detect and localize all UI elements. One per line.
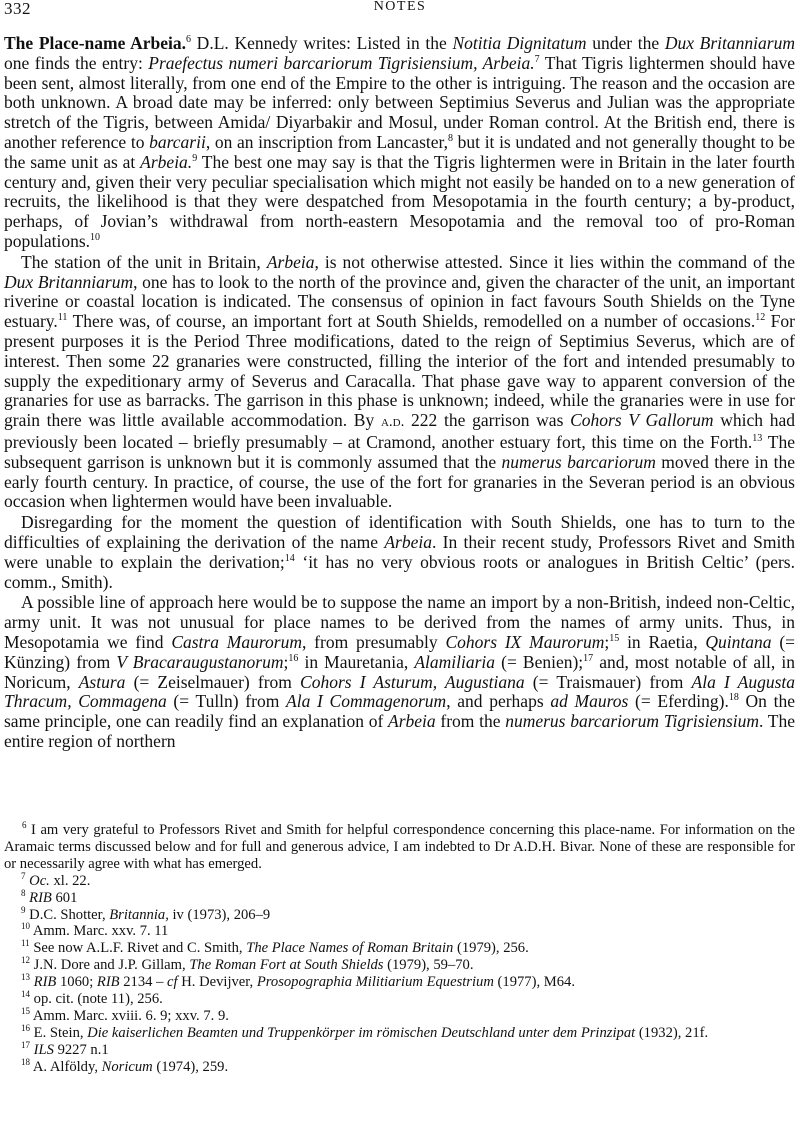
- footnote-9: $^9$ D.C. Shotter, Britannia, iv (1973), 206–9: [21, 904, 271, 923]
- footnote-ref-11[interactable]: 11: [57, 312, 68, 324]
- paragraph-2: The station of the unit in Britain, Arbeia, is not otherwise attested. Since it lies within the command of the Dux Britanniarum, one has to look to the north of the province and, given the character of the unit, an important riverine or coastal location is indicated. The consensus of opinion in fact favours South Shields on the Tyne estuary.$^{11}$ There was, of course, an important fort at South Shields, remodelled on a number of occasions.$^{12}$ For present purposes it is the Period Three modifications, dated to the reign of Septimius Severus, which are of interest. Then some 22 granaries were constructed, filling the interior of the fort and intended presumably to supply the expeditionary army of Severus and Caracalla. That phase gave way to apparent conversion of the granaries for use as barracks. The garrison in this phase is unknown; indeed, while the granaries were in use for grain there was little available accommodation. By a.d. 222 the garrison was Cohors V Gallorum which had previously been located – briefly presumably – at Cramond, another estuary fort, this time on the Forth.$^{13}$ The subsequent garrison is unknown but it is commonly assumed that the numerus barcariorum moved there in the early fourth century. In practice, of course, the use of the fort for granaries in the Severan period is an obvious occasion when lightermen would have been invaluable.: [4, 251, 795, 512]
- footnote-ref-14[interactable]: 14: [284, 552, 295, 564]
- page-number: 332: [4, 0, 31, 18]
- footnote-ref-13[interactable]: 13: [752, 432, 763, 444]
- footnote-12: $^{12}$ J.N. Dore and J.P. Gillam, The Roman Fort at South Shields (1979), 59–70.: [21, 955, 474, 974]
- footnote-18: $^{18}$ A. Alföldy, Noricum (1974), 259.: [21, 1056, 229, 1075]
- footnote-ref-17[interactable]: 17: [583, 652, 594, 664]
- footnote-ref-8[interactable]: 8: [448, 132, 454, 144]
- footnote-11: $^{11}$ See now A.L.F. Rivet and C. Smith, The Place Names of Roman Britain (1979), 256.: [21, 938, 529, 957]
- footnote-ref-10[interactable]: 10: [90, 231, 101, 243]
- footnote-ref-15[interactable]: 15: [609, 632, 620, 644]
- footnote-ref-18[interactable]: 18: [728, 692, 739, 704]
- footnote-6: $^6$ I am very grateful to Professors Rivet and Smith for helpful correspondence concerning this place-name. For information on the Aramaic terms discussed below and for full and generous advice, I am indebted to Dr A.D.H. Bivar. None of these are responsible for or necessarily agree with what has emerged.: [4, 820, 795, 872]
- running-head-title: NOTES: [373, 0, 427, 14]
- section-heading: The Place-name Arbeia.: [4, 33, 186, 53]
- footnote-ref-16[interactable]: 16: [288, 652, 299, 664]
- footnotes: [4, 822, 795, 1076]
- footnote-7: $^7$ Oc. xl. 22.: [21, 870, 91, 889]
- footnote-ref-12[interactable]: 12: [755, 312, 766, 324]
- footnote-ref-6[interactable]: 6: [185, 34, 191, 45]
- footnote-16: $^{16}$ E. Stein, Die kaiserlichen Beamten und Truppenkörper im römischen Deutschland unter dem Prinzipat (1932), 21f.: [21, 1022, 709, 1041]
- paragraph-4: A possible line of approach here would be to suppose the name an import by a non-British, indeed non-Celtic, army unit. It was not unusual for place names to be derived from the names of army units. Thus, in Mesopotamia we find Castra Maurorum, from presumably Cohors IX Maurorum;$^{15}$ in Raetia, Quintana (= Künzing) from V Bracaraugustanorum;$^{16}$ in Mauretania, Alamiliaria (= Benien);$^{17}$ and, most notable of all, in Noricum, Astura (= Zeiselmauer) from Cohors I Asturum, Augustiana (= Traismauer) from Ala I Augusta Thracum, Commagena (= Tulln) from Ala I Commagenorum, and perhaps ad Mauros (= Eferding).$^{18}$ On the same principle, one can readily find an explanation of Arbeia from the numerus barcariorum Tigrisiensium. The entire region of northern: [4, 592, 796, 751]
- footnote-ref-7[interactable]: 7: [534, 53, 540, 65]
- footnote-14: $^{14}$ op. cit. (note 11), 256.: [21, 989, 163, 1008]
- footnote-10: $^{10}$ Amm. Marc. xxv. 7. 11: [21, 921, 169, 940]
- running-header: [0, 0, 800, 22]
- footnote-15: $^{15}$ Amm. Marc. xviii. 6. 9; xxv. 7. 9.: [21, 1005, 229, 1024]
- paragraph-1: The Place-name Arbeia.$^6$ D.L. Kennedy writes: Listed in the Notitia Dignitatum under the Dux Britanniarum one finds the entry: Praefectus numeri barcariorum Tigrisiensium, Arbeia.$^7$ That Tigris lightermen should have been sent, almost literally, from one end of the Empire to the other is intriguing. The reason and the occasion are both unknown. A broad date may be inferred: only between Septimius Severus and Julian was the appropriate stretch of the Tigris, between Amida/ Diyarbakir and Mosul, under Roman control. At the British end, there is another reference to barcarii, on an inscription from Lancaster,$^8$ but it is undated and not generally thought to be the same unit as at Arbeia.$^9$ The best one may say is that the Tigris lightermen were in Britain in the later fourth century and, given their very peculiar specialisation which might not easily be handed on to a new generation of recruits, the likelihood is that they were despatched from Mesopotamia in the fourth century; a by-product, perhaps, of Jovian’s withdrawal from north-eastern Mesopotamia and the removal too of pro-Roman populations.$^{10}$: [4, 33, 796, 251]
- footnote-ref-9[interactable]: 9: [192, 152, 198, 164]
- paragraph-3: Disregarding for the moment the question of identification with South Shields, one has to turn to the difficulties of explaining the derivation of the name Arbeia. In their recent study, Professors Rivet and Smith were unable to explain the derivation;$^{14}$ ‘it has no very obvious roots or analogues in British Celtic’ (pers. comm., Smith).: [4, 512, 796, 592]
- footnote-8: $^8$ RIB 601: [21, 887, 78, 906]
- footnote-13: $^{13}$ RIB 1060; RIB 2134 – cf H. Devijver, Prosopographia Militiarium Equestrium (1977), M64.: [21, 972, 575, 991]
- footnote-17: $^{17}$ ILS 9227 n.1: [21, 1039, 109, 1058]
- article-body: [4, 34, 795, 752]
